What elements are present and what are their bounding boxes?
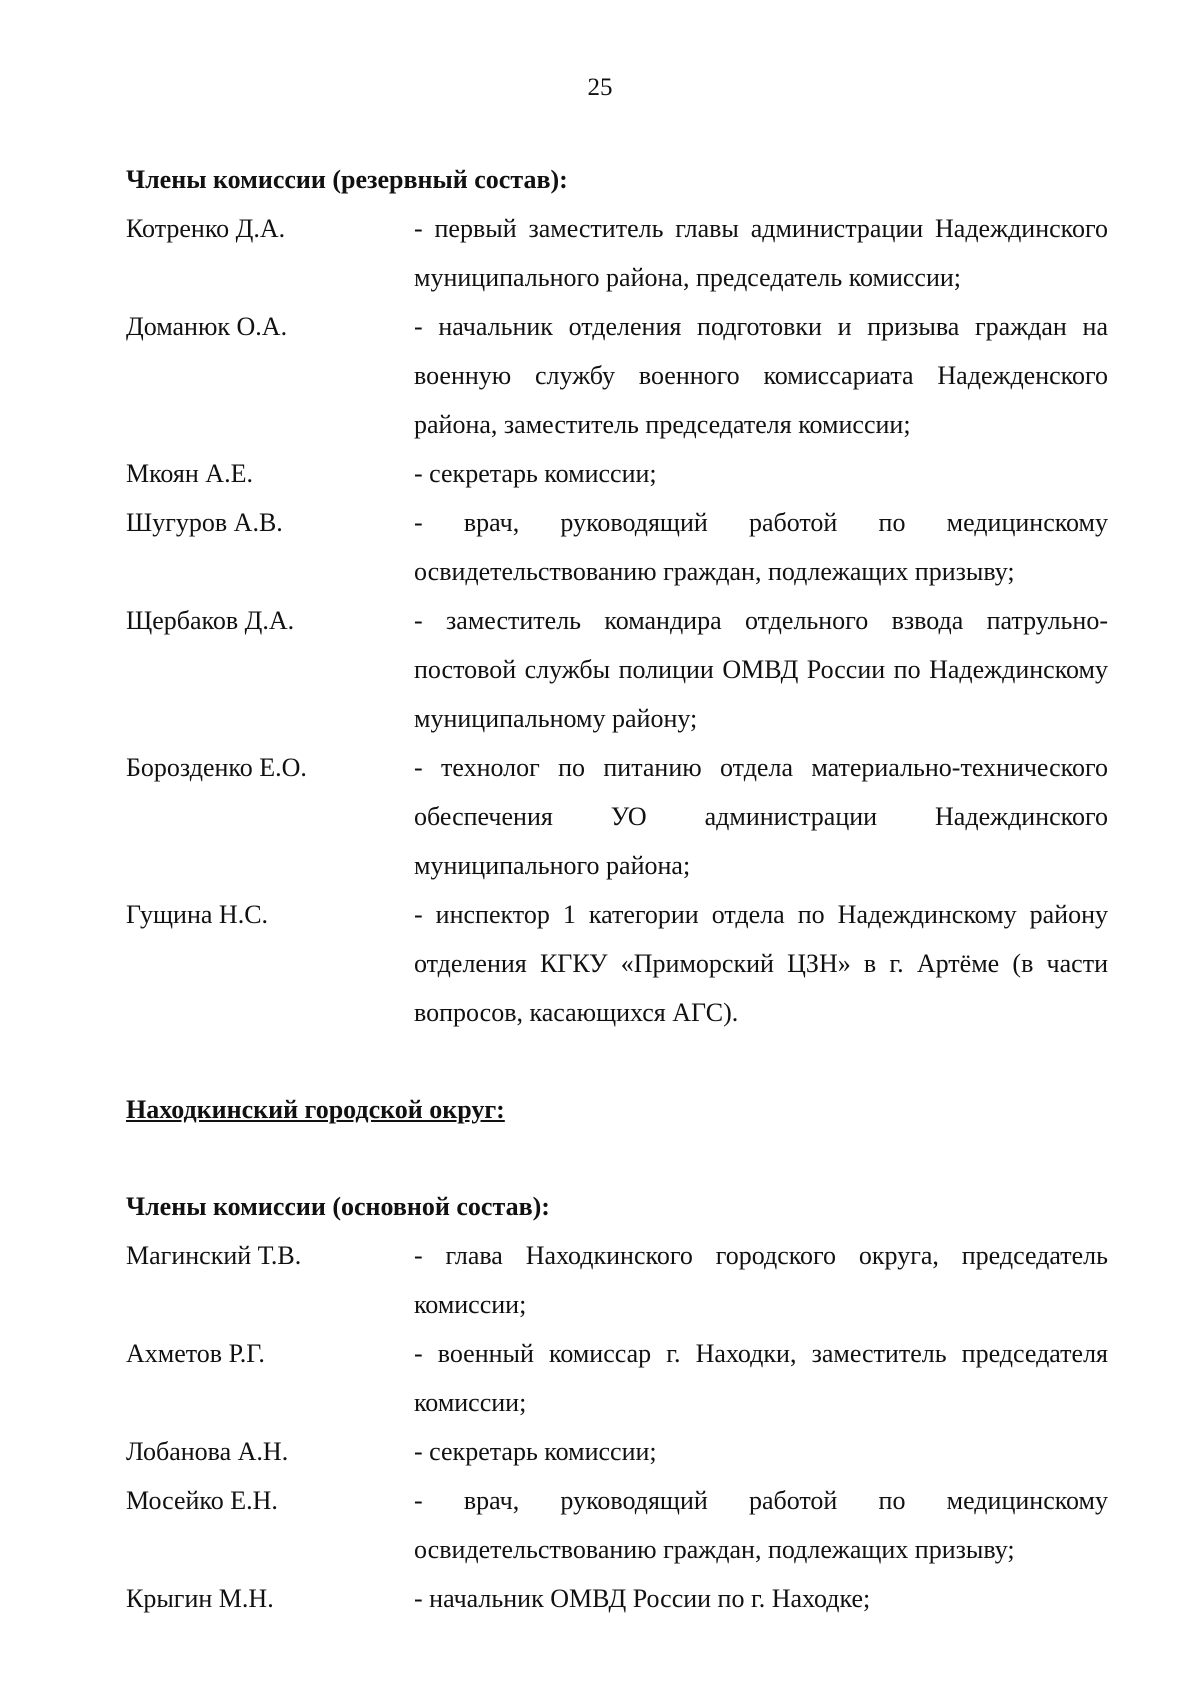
main-members-heading: Члены комиссии (основной состав): [126,1192,550,1221]
member-row [126,204,1108,302]
member-name: Гущина Н.С. [126,900,269,929]
member-row [126,1427,1108,1476]
member-role: - начальник ОМВД России по г. Находке; [414,1584,871,1613]
member-role: - первый заместитель главы администрации Надеждинского муниципального района, председатель комиссии; [414,214,1108,292]
member-role: - врач, руководящий работой по медицинскому освидетельствованию граждан, подлежащих призыву; [414,508,1108,586]
member-row [126,1476,1108,1574]
member-name: Мосейко Е.Н. [126,1486,278,1515]
main-members-section [126,1182,1108,1623]
reserve-members-list [126,204,1108,1037]
member-row [126,449,1108,498]
member-role: - секретарь комиссии; [414,459,657,488]
member-role: - врач, руководящий работой по медицинскому освидетельствованию граждан, подлежащих призыву; [414,1486,1108,1564]
member-name: Щербаков Д.А. [126,606,295,635]
member-role: - инспектор 1 категории отдела по Надеждинскому району отделения КГКУ «Приморский ЦЗН» в г. Артёме (в части вопросов, касающихся АГС). [414,900,1108,1027]
member-name: Магинский Т.В. [126,1241,302,1270]
member-name: Доманюк О.А. [126,312,288,341]
member-name: Мкоян А.Е. [126,459,253,488]
member-row [126,890,1108,1037]
page-number: 25 [587,74,613,101]
member-name: Лобанова А.Н. [126,1437,289,1466]
member-role: - военный комиссар г. Находки, заместитель председателя комиссии; [414,1339,1108,1417]
member-row [126,1574,1108,1623]
main-members-list [126,1231,1108,1623]
reserve-members-heading: Члены комиссии (резервный состав): [126,165,568,194]
member-name: Котренко Д.А. [126,214,286,243]
member-role: - заместитель командира отдельного взвода патрульно-постовой службы полиции ОМВД России по Надеждинскому муниципальному району; [414,606,1108,733]
district-heading: Находкинский городской округ: [126,1095,505,1124]
member-name: Ахметов Р.Г. [126,1339,265,1368]
member-name: Шугуров А.В. [126,508,283,537]
member-row [126,596,1108,743]
document-body [126,155,1108,1623]
member-name: Крыгин М.Н. [126,1584,274,1613]
member-row [126,498,1108,596]
member-role: - начальник отделения подготовки и призыва граждан на военную службу военного комиссариата Надежденского района, заместитель председателя комиссии; [414,312,1108,439]
member-row [126,1231,1108,1329]
member-name: Борозденко Е.О. [126,753,307,782]
member-role: - технолог по питанию отдела материально-технического обеспечения УО администрации Надеждинского муниципального района; [414,753,1108,880]
member-role: - глава Находкинского городского округа, председатель комиссии; [414,1241,1108,1319]
member-row [126,1329,1108,1427]
member-row [126,743,1108,890]
member-role: - секретарь комиссии; [414,1437,657,1466]
member-row [126,302,1108,449]
